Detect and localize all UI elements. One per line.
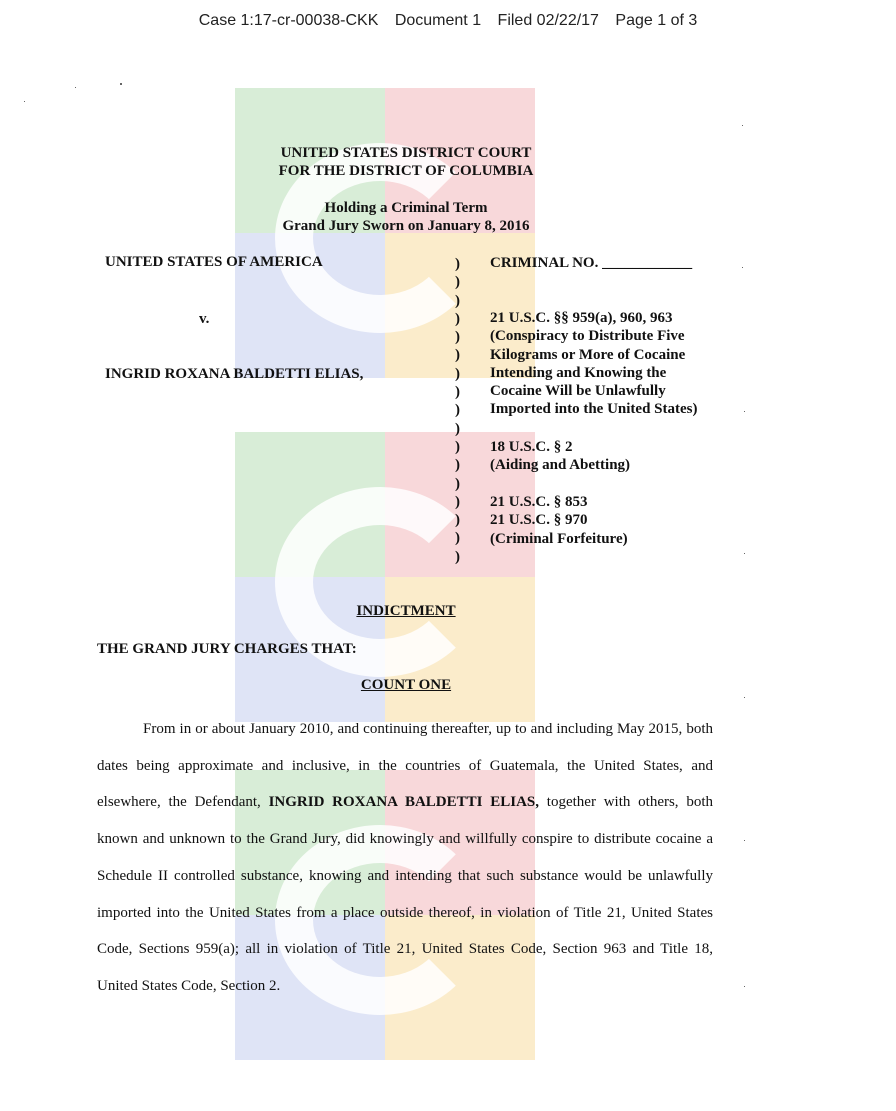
page-count: Page 1 of 3 xyxy=(615,12,698,29)
charge-conspiracy: 21 U.S.C. §§ 959(a), 960, 963 (Conspiracy to Distribute Five Kilograms or More of Cocaine Intending and Knowing the Cocaine Will be Unlawfully Imported into the United States) xyxy=(490,310,698,418)
indictment-title: INDICTMENT xyxy=(356,603,456,619)
case-number: Case 1:17-cr-00038-CKK xyxy=(198,12,379,29)
document-number: Document 1 xyxy=(394,12,482,29)
charge-aiding-abetting: 18 U.S.C. § 2 (Aiding and Abetting) xyxy=(490,439,631,474)
court-district: FOR THE DISTRICT OF COLUMBIA xyxy=(278,163,534,179)
court-heading xyxy=(0,144,812,180)
defendant-name: INGRID ROXANA BALDETTI ELIAS, xyxy=(268,794,540,811)
filed-date: Filed 02/22/17 xyxy=(497,12,599,29)
grand-jury-charges: THE GRAND JURY CHARGES THAT: xyxy=(97,641,357,657)
count-one-title: COUNT ONE xyxy=(360,677,452,693)
caption-parentheses: ) ) ) ) ) ) ) ) ) ) ) ) ) ) ) ) ) xyxy=(455,256,460,565)
count-one-paragraph: From in or about January 2010, and continuing thereafter, up to and including May 2015, both dates being approximate and inclusive, in the countries of Guatemala, the United States, and elsewhere, the Defendant, INGRID ROXANA BALDETTI ELIAS, together with others, both known and unknown to the Grand Jury, did knowingly and willfully conspire to distribute cocaine a Schedule II controlled substance, knowing and intending that such substance would be unlawfully imported into the United States from a place outside thereof, in violation of Title 21, United States Code, Sections 959(a); all in violation of Title 21, United States Code, Section 963 and Title 18, United States Code, Section 2. xyxy=(97,721,713,994)
charge-forfeiture: 21 U.S.C. § 853 21 U.S.C. § 970 (Criminal Forfeiture) xyxy=(490,494,628,547)
grand-jury-sworn: Grand Jury Sworn on January 8, 2016 xyxy=(282,218,530,234)
term-heading xyxy=(0,199,812,235)
criminal-number: CRIMINAL NO. ____________ xyxy=(490,255,693,271)
defendant-caption: INGRID ROXANA BALDETTI ELIAS, xyxy=(105,366,364,382)
court-name: UNITED STATES DISTRICT COURT xyxy=(280,145,532,161)
filing-header xyxy=(0,12,896,30)
term-line: Holding a Criminal Term xyxy=(324,200,488,216)
versus: v. xyxy=(199,311,210,327)
plaintiff: UNITED STATES OF AMERICA xyxy=(105,254,323,270)
